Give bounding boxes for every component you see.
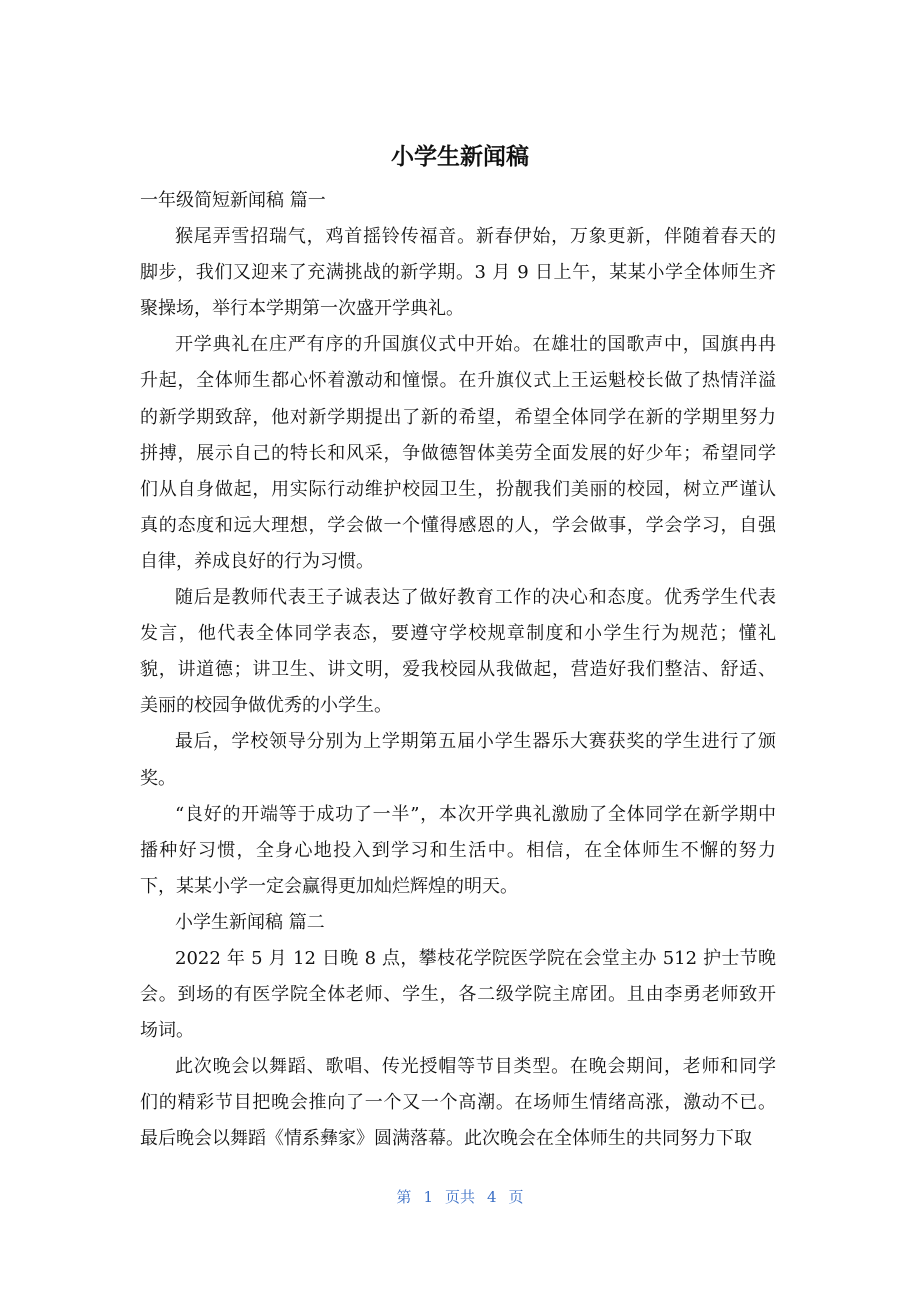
paragraph bbox=[140, 1049, 776, 1157]
text-line: 2022 年 5 月 12 日晚 8 点，攀枝花学院医学院在会堂主办 512 护士节晚 bbox=[175, 947, 776, 969]
text-line: 猴尾弄雪招瑞气，鸡首摇铃传福音。新春伊始，万象更新，伴随着春天的 bbox=[175, 226, 776, 248]
text-line: 的新学期致辞，他对新学期提出了新的希望，希望全体同学在新的学期里努力 bbox=[140, 406, 776, 428]
paragraph bbox=[140, 724, 776, 796]
text-line: 聚操场，举行本学期第一次盛开学典礼。 bbox=[140, 298, 464, 320]
footer-middle: 页共 bbox=[444, 1188, 475, 1206]
text-line: 开学典礼在庄严有序的升国旗仪式中开始。在雄壮的国歌声中，国旗冉冉 bbox=[175, 334, 776, 356]
page-footer bbox=[0, 1186, 920, 1207]
document-title: 小学生新闻稿 bbox=[391, 144, 529, 170]
text-line: 会。到场的有医学院全体老师、学生，各二级学院主席团。且由李勇老师致开 bbox=[140, 984, 776, 1006]
text-line: 最后，学校领导分别为上学期第五届小学生器乐大赛获奖的学生进行了颁 bbox=[175, 731, 776, 753]
text-line: 真的态度和远大理想，学会做一个懂得感恩的人，学会做事，学会学习，自强 bbox=[140, 514, 776, 536]
text-line: 小学生新闻稿 篇二 bbox=[175, 911, 325, 933]
text-line: 此次晚会以舞蹈、歌唱、传光授帽等节目类型。在晚会期间，老师和同学 bbox=[175, 1056, 776, 1078]
text-line: 美丽的校园争做优秀的小学生。 bbox=[140, 695, 392, 717]
footer-prefix: 第 bbox=[396, 1188, 412, 1206]
text-line: 自律，养成良好的行为习惯。 bbox=[140, 550, 374, 572]
paragraph bbox=[140, 327, 776, 580]
text-line: 场词。 bbox=[140, 1020, 194, 1042]
footer-suffix: 页 bbox=[508, 1188, 524, 1206]
paragraph bbox=[140, 219, 776, 327]
text-line: 最后晚会以舞蹈《情系彝家》圆满落幕。此次晚会在全体师生的共同努力下取 bbox=[140, 1128, 752, 1150]
text-line: 随后是教师代表王子诚表达了做好教育工作的决心和态度。优秀学生代表 bbox=[175, 587, 776, 609]
text-line: 貌，讲道德；讲卫生、讲文明，爱我校园从我做起，营造好我们整洁、舒适、 bbox=[140, 659, 776, 681]
text-line: 下，某某小学一定会赢得更加灿烂辉煌的明天。 bbox=[140, 875, 518, 897]
text-line: 们的精彩节目把晚会推向了一个又一个高潮。在场师生情绪高涨，激动不已。 bbox=[140, 1092, 776, 1114]
text-line: 奖。 bbox=[140, 767, 176, 789]
section-heading bbox=[140, 905, 776, 941]
text-line: 播种好习惯，全身心地投入到学习和生活中。相信，在全体师生不懈的努力 bbox=[140, 839, 776, 861]
text-line: 拼搏，展示自己的特长和风采，争做德智体美劳全面发展的好少年；希望同学 bbox=[140, 442, 776, 464]
text-line: 发言，他代表全体同学表态，要遵守学校规章制度和小学生行为规范；懂礼 bbox=[140, 623, 776, 645]
text-line: 升起，全体师生都心怀着激动和憧憬。在升旗仪式上王运魁校长做了热情洋溢 bbox=[140, 370, 776, 392]
document-body bbox=[140, 183, 776, 1158]
text-line: 们从自身做起，用实际行动维护校园卫生，扮靓我们美丽的校园，树立严谨认 bbox=[140, 478, 776, 500]
paragraph bbox=[140, 797, 776, 905]
paragraph bbox=[140, 941, 776, 1049]
text-line: “良好的开端等于成功了一半”，本次开学典礼激励了全体同学在新学期中 bbox=[175, 803, 776, 825]
text-line: 脚步，我们又迎来了充满挑战的新学期。3 月 9 日上午，某某小学全体师生齐 bbox=[140, 262, 776, 284]
section-heading bbox=[140, 183, 776, 219]
text-line: 一年级简短新闻稿 篇一 bbox=[140, 190, 326, 211]
footer-total-pages: 4 bbox=[487, 1188, 497, 1206]
footer-page-number: 1 bbox=[423, 1188, 433, 1206]
paragraph bbox=[140, 580, 776, 724]
